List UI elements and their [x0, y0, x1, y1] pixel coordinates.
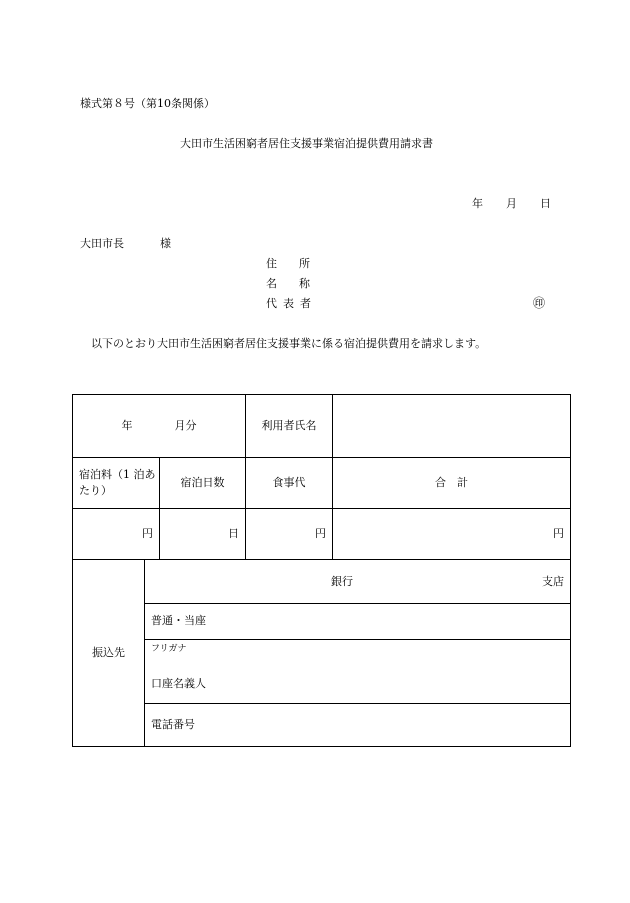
table-row	[73, 509, 571, 560]
period-year: 年	[121, 418, 133, 432]
account-type-cell[interactable]: 普通・当座	[145, 604, 571, 640]
bank-cell[interactable]	[145, 560, 571, 604]
period-cell[interactable]	[73, 395, 246, 458]
yen-unit: 円	[315, 526, 327, 540]
nights-amount-cell[interactable]	[160, 509, 246, 560]
account-holder-cell[interactable]	[145, 640, 571, 704]
date-day: 日	[540, 197, 551, 210]
table-row	[73, 560, 571, 604]
date-year: 年	[472, 197, 483, 210]
name-label: 名称	[266, 277, 332, 290]
nights-label: 宿泊日数	[160, 458, 246, 509]
bank-label: 銀行	[331, 574, 353, 588]
user-name-label: 利用者氏名	[246, 395, 333, 458]
date-month: 月	[506, 197, 517, 210]
fee-amount-cell[interactable]	[73, 509, 160, 560]
addressee-honorific: 様	[160, 237, 171, 250]
phone-cell[interactable]: 電話番号	[145, 704, 571, 747]
fee-label-line2: たり）	[79, 484, 112, 497]
document-title: 大田市生活困窮者居住支援事業宿泊提供費用請求書	[180, 137, 433, 150]
total-amount-cell[interactable]	[333, 509, 571, 560]
table-row	[73, 640, 571, 704]
day-unit: 日	[228, 526, 240, 540]
account-holder-label: 口座名義人	[151, 676, 206, 690]
user-name-input[interactable]	[333, 395, 571, 458]
branch-label: 支店	[542, 574, 565, 588]
meal-amount-cell[interactable]	[246, 509, 333, 560]
table-row	[73, 458, 571, 509]
meal-label: 食事代	[246, 458, 333, 509]
addressee-name: 大田市長	[80, 237, 124, 250]
form-number: 様式第８号（第10条関係）	[80, 97, 215, 110]
representative-label: 代表者	[266, 297, 317, 310]
seal-mark: ㊞	[533, 296, 546, 310]
transfer-label: 振込先	[73, 560, 145, 747]
fee-label-line1: 宿泊料（1 泊あ	[79, 467, 156, 481]
yen-unit: 円	[142, 526, 153, 540]
table-row	[73, 704, 571, 747]
address-label: 住所	[266, 257, 332, 270]
total-label: 合 計	[333, 458, 571, 509]
request-statement: 以下のとおり大田市生活困窮者居住支援事業に係る宿泊提供費用を請求します。	[91, 337, 487, 350]
period-month: 月分	[174, 418, 197, 432]
furigana-label: フリガナ	[151, 644, 187, 654]
table-row	[73, 395, 571, 458]
yen-unit: 円	[553, 526, 565, 540]
table-row	[73, 604, 571, 640]
fee-label	[73, 458, 160, 509]
billing-table	[72, 394, 571, 747]
